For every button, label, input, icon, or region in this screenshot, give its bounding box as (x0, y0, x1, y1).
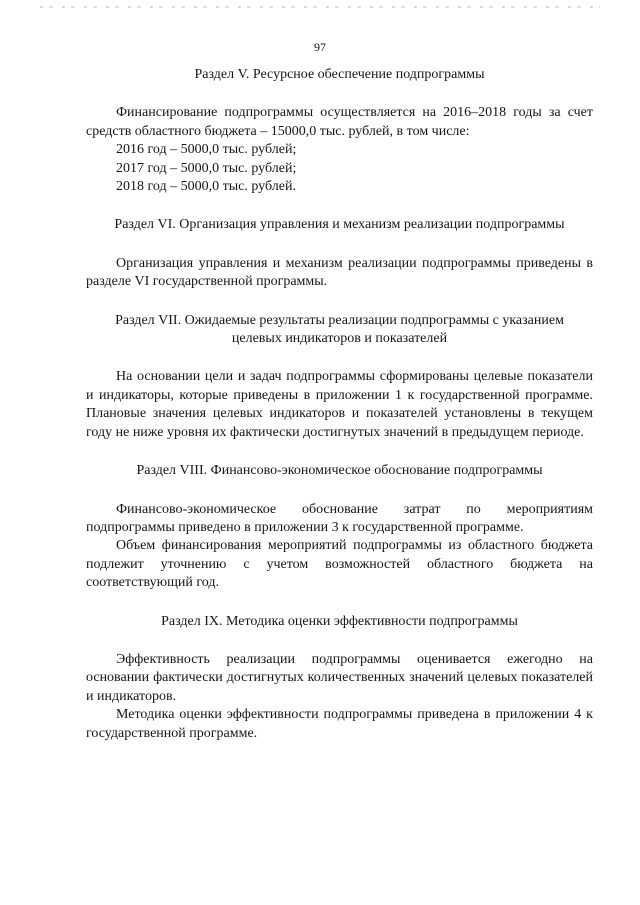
section-8-paragraph-2: Объем финансирования мероприятий подпрограммы из областного бюджета подлежит уточнению с учетом возможностей областного бюджета на соответствующий год. (86, 538, 593, 591)
section-5-title: Раздел V. Ресурсное обеспечение подпрограммы (194, 67, 485, 82)
section-6-title: Раздел VI. Организация управления и механизм реализации подпрограммы (114, 217, 565, 233)
section-7-title-line-2: целевых индикаторов и показателей (231, 331, 448, 347)
section-9-title: Раздел IX. Методика оценки эффективности подпрограммы (161, 613, 518, 629)
year-line-2017: 2017 год – 5000,0 тыс. рублей; (116, 160, 297, 176)
scan-top-edge (40, 6, 600, 8)
section-6-paragraph-1: Организация управления и механизм реализации подпрограммы приведены в разделе VI государственной программы. (86, 255, 593, 290)
document-body (86, 66, 593, 743)
year-line-2018: 2018 год – 5000,0 тыс. рублей. (116, 179, 296, 195)
section-7-paragraph-1: На основании цели и задач подпрограммы сформированы целевые показатели и индикаторы, которые приведены в приложении 1 к государственной программе. Плановые значения целевых индикаторов и показателей установлены в текущем году не ниже уровня их фактически достигнутых значений в предыдущем периоде. (86, 369, 593, 440)
section-7-title-line-1: Раздел VII. Ожидаемые результаты реализации подпрограммы с указанием (115, 312, 564, 328)
section-8-paragraph-1: Финансово-экономическое обоснование затрат по мероприятиям подпрограммы приведено в приложении 3 к государственной программе. (86, 501, 593, 535)
page-number: 97 (314, 40, 326, 54)
section-9-paragraph-1: Эффективность реализации подпрограммы оценивается ежегодно на основании фактически достигнутых количественных значений целевых показателей и индикаторов. (86, 651, 593, 704)
section-8-title: Раздел VIII. Финансово-экономическое обоснование подпрограммы (136, 463, 543, 479)
section-9-paragraph-2: Методика оценки эффективности подпрограммы приведена в приложении 4 к государственной программе. (86, 707, 593, 741)
section-5-paragraph-1: Финансирование подпрограммы осуществляется на 2016–2018 годы за счет средств областного бюджета – 15000,0 тыс. рублей, в том числе: (86, 105, 593, 139)
section-7-title (86, 312, 593, 349)
year-line-2016: 2016 год – 5000,0 тыс. рублей; (116, 142, 297, 158)
